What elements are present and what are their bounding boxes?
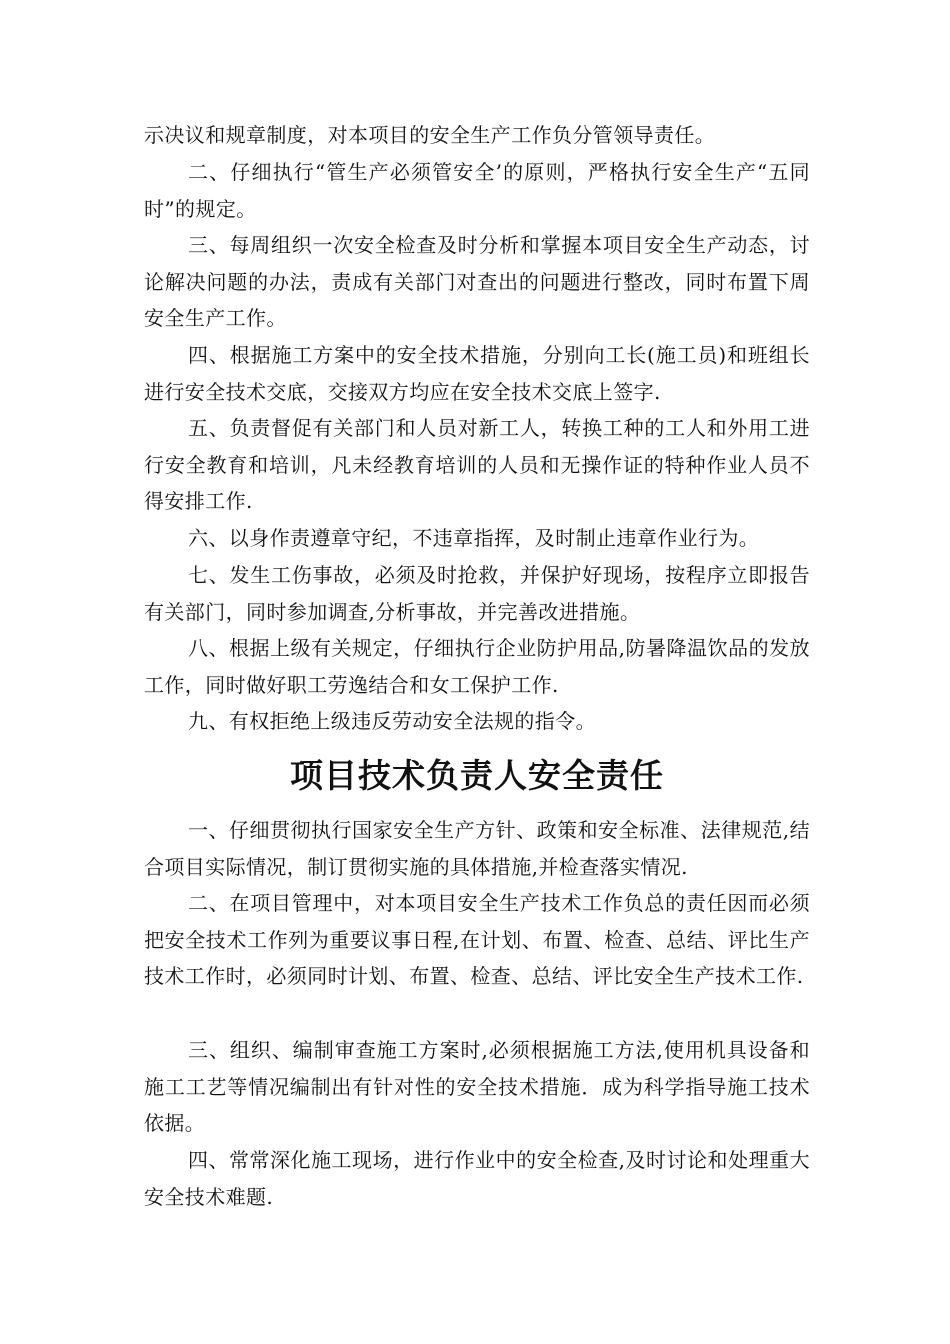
paragraph-item-2: 二、仔细执行“管生产必须管安全’的原则，严格执行安全生产“五同时”的规定。 [144, 160, 810, 221]
paragraph-continuation: 示决议和规章制度，对本项目的安全生产工作负分管领导责任。 [144, 123, 716, 147]
paragraph-item-7: 七、发生工伤事故，必须及时抢救，并保护好现场，按程序立即报告有关部门，同时参加调查,分析事故，并完善改进措施。 [144, 563, 810, 624]
paragraph-item-3: 三、每周组织一次安全检查及时分析和掌握本项目安全生产动态，讨论解决问题的办法，责成有关部门对查出的问题进行整改，同时布置下周安全生产工作。 [144, 233, 810, 331]
paragraph-tech-3: 三、组织、编制审查施工方案时,必须根据施工方法,使用机具设备和施工工艺等情况编制出有针对性的安全技术措施．成为科学指导施工技术依据。 [144, 1038, 810, 1136]
paragraph-tech-2: 二、在项目管理中，对本项目安全生产技术工作负总的责任因而必须把安全技术工作列为重要议事日程,在计划、布置、检查、总结、评比生产技术工作时，必须同时计划、布置、检查、总结、评比安全生产技术工作. [144, 891, 810, 989]
paragraph-item-4: 四、根据施工方案中的安全技术措施，分别向工长(施工员)和班组长进行安全技术交底，交接双方均应在安全技术交底上签字. [144, 343, 810, 404]
paragraph-item-6: 六、以身作责遵章守纪，不违章指挥，及时制止违章作业行为。 [188, 526, 760, 550]
paragraph-tech-4: 四、常常深化施工现场，进行作业中的安全检查,及时讨论和处理重大安全技术难题. [144, 1148, 810, 1209]
paragraph-item-8: 八、根据上级有关规定，仔细执行企业防护用品,防暑降温饮品的发放工作，同时做好职工劳逸结合和女工保护工作. [144, 636, 810, 697]
section-title: 项目技术负责人安全责任 [290, 756, 664, 795]
paragraph-item-9: 九、有权拒绝上级违反劳动安全法规的指令。 [188, 709, 596, 733]
paragraph-item-5: 五、负责督促有关部门和人员对新工人，转换工种的工人和外用工进行安全教育和培训，凡未经教育培训的人员和无操作证的特种作业人员不得安排工作. [144, 416, 810, 514]
paragraph-tech-1: 一、仔细贯彻执行国家安全生产方针、政策和安全标准、法律规范,结合项目实际情况，制订贯彻实施的具体措施,并检查落实情况. [144, 818, 810, 879]
